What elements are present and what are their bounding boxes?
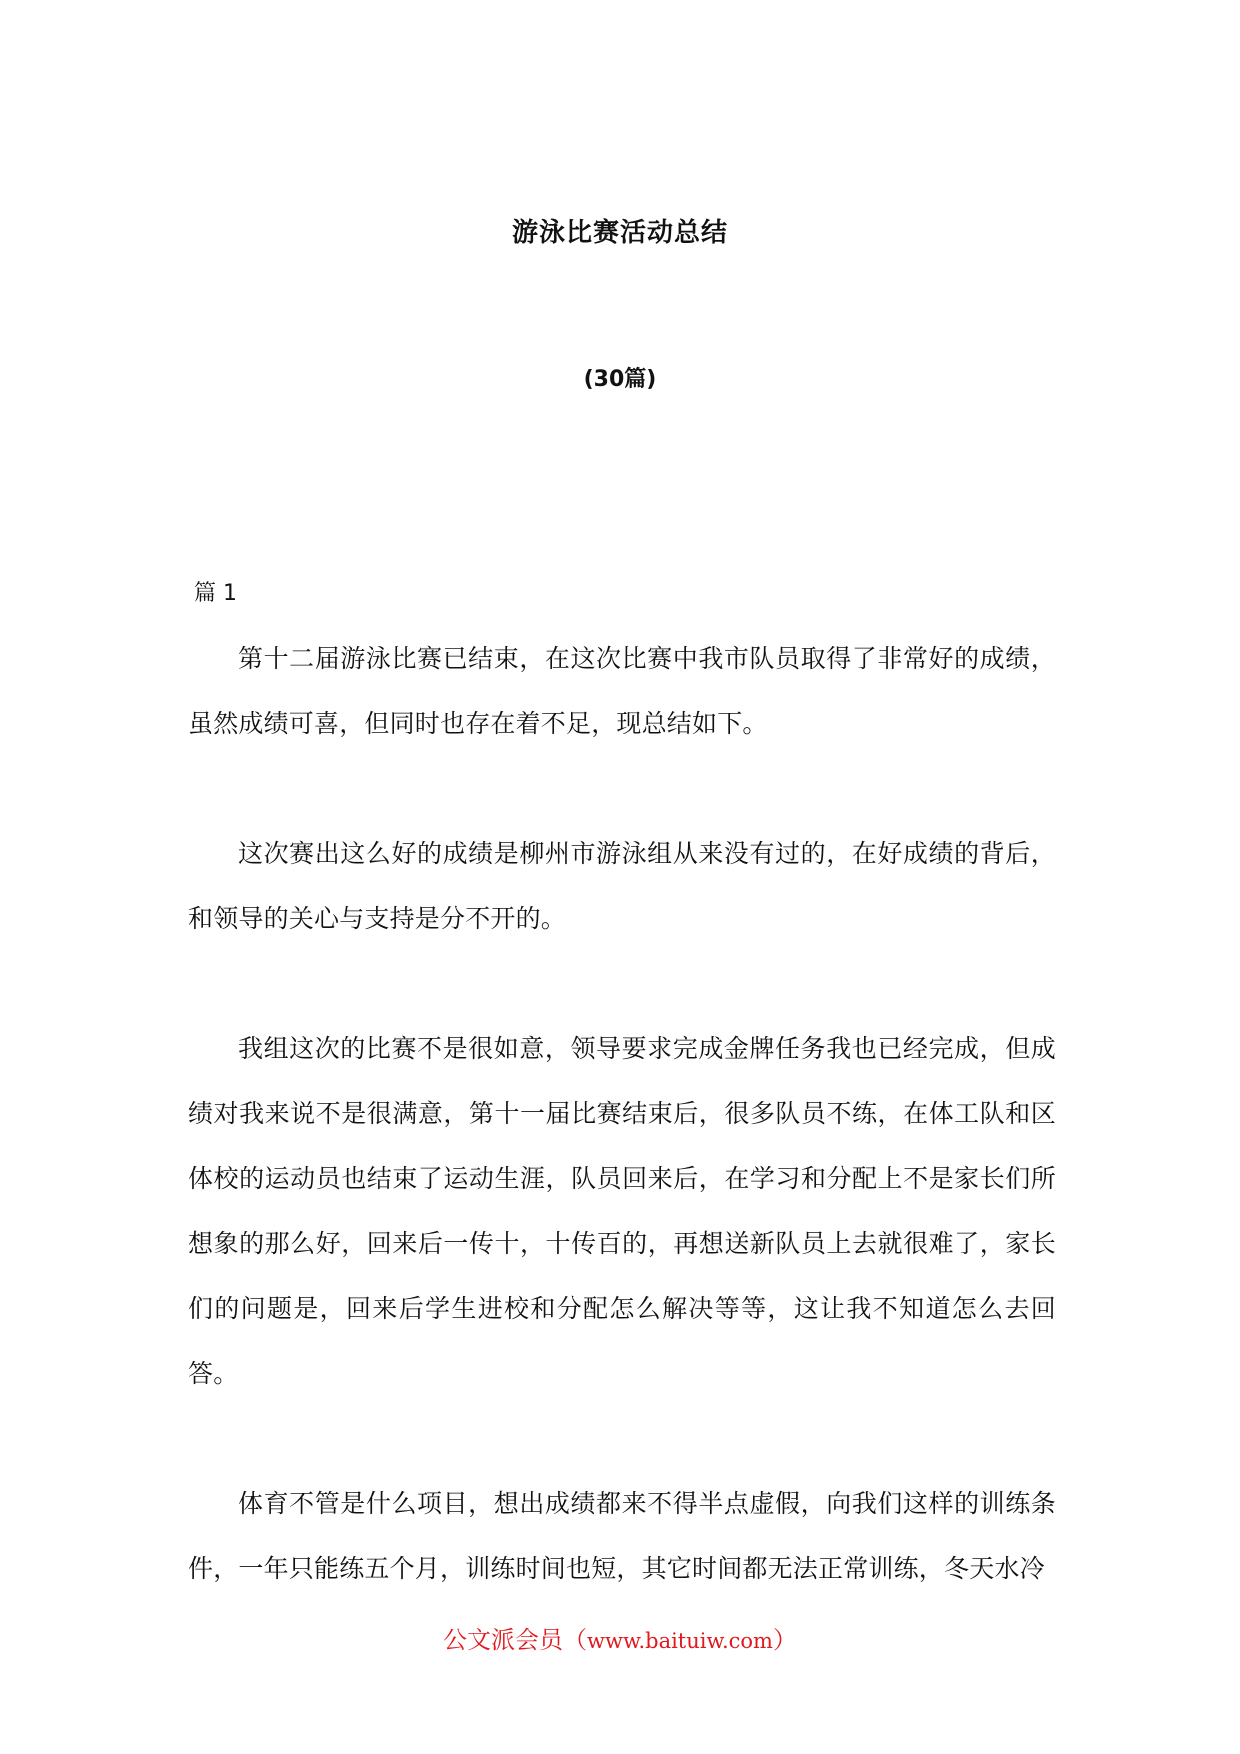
document-title: 游泳比赛活动总结 — [511, 218, 728, 248]
body-text — [188, 626, 1056, 1666]
paragraph-2: 这次赛出这么好的成绩是柳州市游泳组从来没有过的，在好成绩的背后，和领导的关心与支持是分不开的。 — [188, 839, 1056, 933]
footer-link[interactable]: www.baituiw.com — [587, 1629, 773, 1653]
paragraph-3: 我组这次的比赛不是很如意，领导要求完成金牌任务我也已经完成，但成绩对我来说不是很满意，第十一届比赛结束后，很多队员不练，在体工队和区体校的运动员也结束了运动生涯，队员回来后，在学习和分配上不是家长们所想象的那么好，回来后一传十，十传百的，再想送新队员上去就很难了，家长们的问题是，回来后学生进校和分配怎么解决等等，这让我不知道怎么去回答。 — [188, 1034, 1056, 1388]
document-subtitle: (30篇) — [583, 367, 657, 392]
paragraph-1: 第十二届游泳比赛已结束，在这次比赛中我市队员取得了非常好的成绩，虽然成绩可喜，但同时也存在着不足，现总结如下。 — [188, 644, 1056, 738]
paragraph-4: 体育不管是什么项目，想出成绩都来不得半点虚假，向我们这样的训练条件，一年只能练五个月，训练时间也短，其它时间都无法正常训练，冬天水冷 — [188, 1489, 1056, 1583]
footer-watermark — [0, 1620, 1240, 1655]
footer-suffix: ） — [772, 1626, 797, 1654]
footer-prefix: 公文派会员（ — [443, 1626, 588, 1654]
section-label: 篇 1 — [194, 581, 237, 606]
